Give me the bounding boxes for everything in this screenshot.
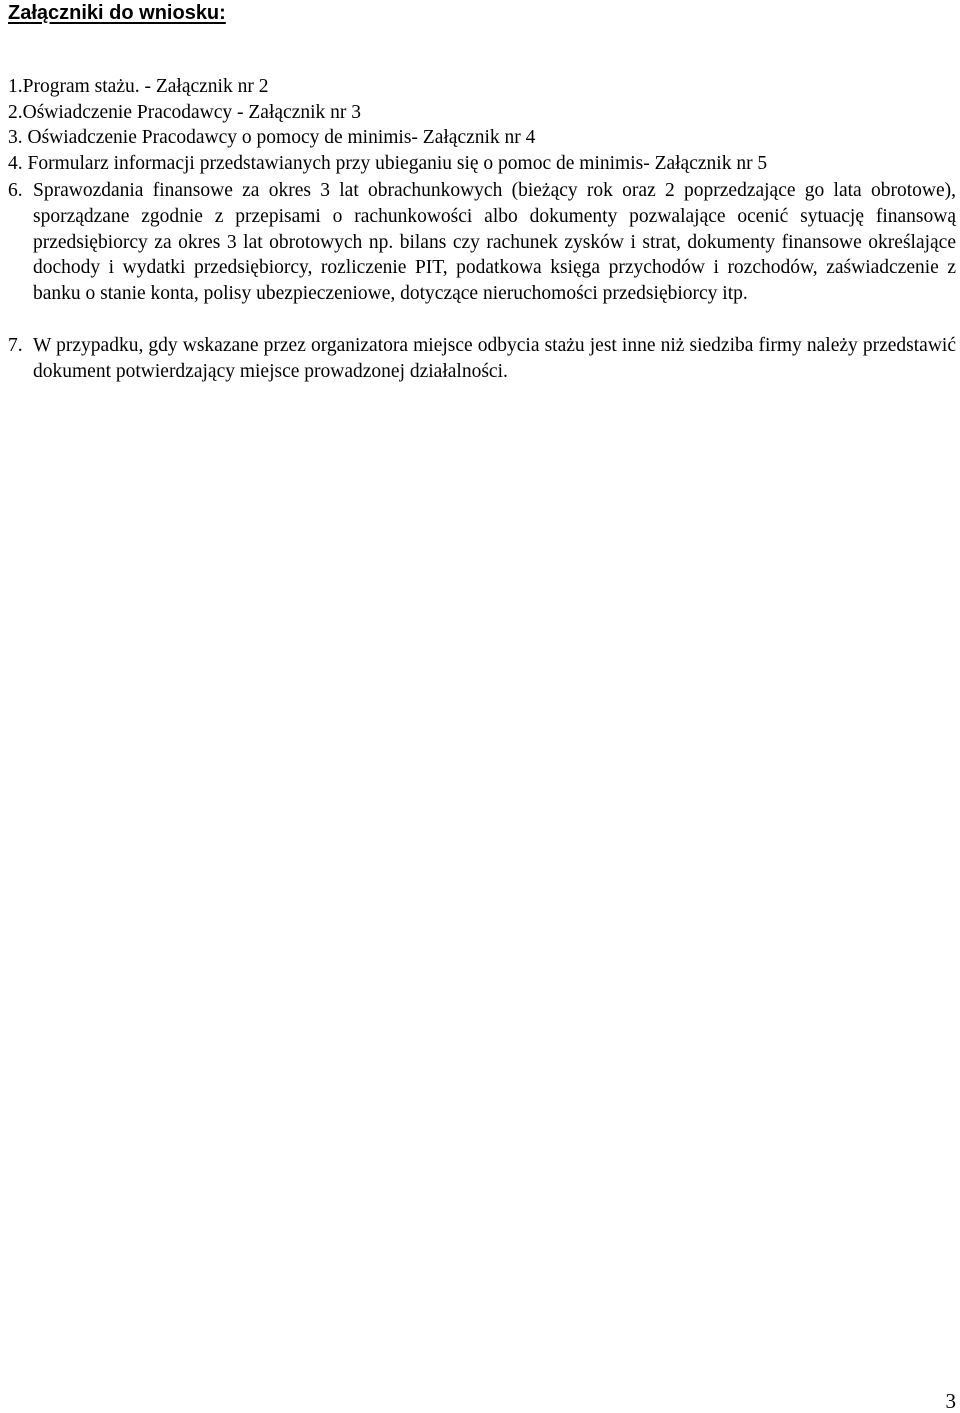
list-item-number: 6. bbox=[8, 180, 23, 201]
list-item: 4. Formularz informacji przedstawianych przy ubieganiu się o pomoc de minimis- Załącznik nr 5 bbox=[8, 152, 768, 174]
list-item-text: Sprawozdania finansowe za okres 3 lat obrachunkowych (bieżący rok oraz 2 poprzedzające go lata obrotowe), sporządzane zgodnie z przepisami o rachunkowości albo dokumenty pozwalające ocenić sytuację finansową przedsiębiorcy za okres 3 lat obrotowych np. bilans czy rachunek zysków i strat, dokumenty finansowe określające dochody i wydatki przedsiębiorcy, rozliczenie PIT, podatkowa księga przychodów i rozchodów, zaświadczenie z banku o stanie konta, polisy ubezpieczeniowe, dotyczące nieruchomości przedsiębiorcy itp. bbox=[33, 180, 956, 305]
attachments-list bbox=[8, 74, 767, 176]
attachments-heading: Załączniki do wniosku: bbox=[8, 2, 226, 24]
list-item-text: W przypadku, gdy wskazane przez organizatora miejsce odbycia stażu jest inne niż siedziba firmy należy przedstawić dokument potwierdzający miejsce prowadzonej działalności. bbox=[33, 335, 956, 382]
list-item: 1.Program stażu. - Załącznik nr 2 bbox=[8, 76, 269, 97]
list-item-location-document bbox=[8, 333, 956, 385]
list-item-financial-statements bbox=[8, 178, 956, 307]
list-item: 3. Oświadczenie Pracodawcy o pomocy de minimis- Załącznik nr 4 bbox=[8, 127, 536, 148]
list-item-number: 7. bbox=[8, 335, 23, 356]
list-item: 2.Oświadczenie Pracodawcy - Załącznik nr 3 bbox=[8, 101, 362, 123]
page-number: 3 bbox=[945, 1389, 956, 1413]
